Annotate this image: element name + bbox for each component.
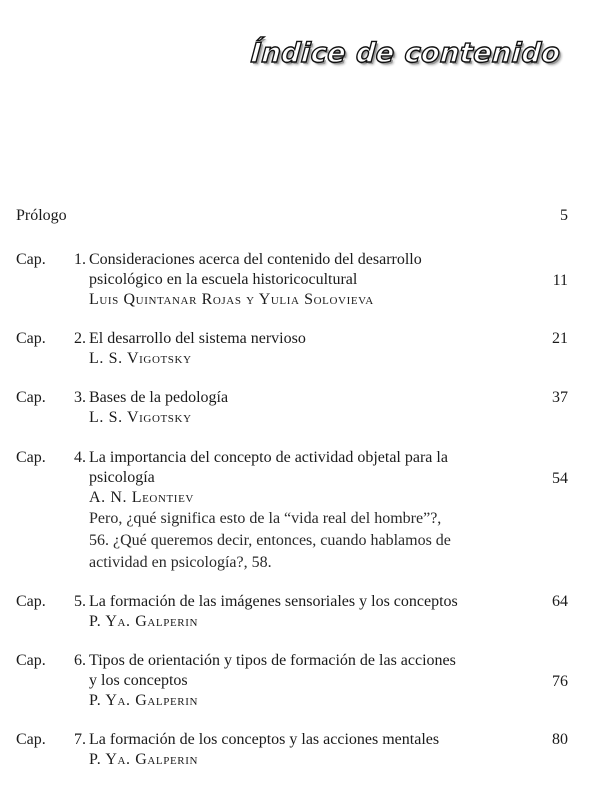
page-number: 5	[560, 207, 568, 224]
page-title: Índice de contenido	[249, 38, 562, 69]
chapter-author: P. Ya. Galperin	[89, 692, 199, 709]
chapter-author: A. N. Leontiev	[89, 489, 194, 506]
page-number: 80	[552, 731, 568, 748]
cap-label: Cap.	[16, 731, 46, 748]
chapter-number: 5.	[74, 593, 86, 610]
chapter-author: L. S. Vigotsky	[89, 409, 192, 426]
chapter-subentry-line: actividad en psicología?, 58.	[89, 554, 272, 571]
chapter-title-line: Consideraciones acerca del contenido del desarrollo	[89, 251, 422, 268]
page-number: 21	[552, 330, 568, 347]
chapter-author: P. Ya. Galperin	[89, 613, 199, 630]
page-number: 54	[552, 470, 568, 487]
chapter-title-line: El desarrollo del sistema nervioso	[89, 330, 306, 347]
chapter-number: 3.	[74, 389, 86, 406]
chapter-title-line: psicológico en la escuela historicocultural	[89, 271, 358, 288]
chapter-number: 7.	[74, 731, 86, 748]
cap-label: Cap.	[16, 449, 46, 466]
chapter-title-line: La formación de los conceptos y las acciones mentales	[89, 731, 440, 748]
chapter-number: 6.	[74, 652, 86, 669]
chapter-title-line: Bases de la pedología	[89, 389, 229, 406]
prologo-label: Prólogo	[16, 207, 67, 224]
chapter-body	[89, 448, 521, 574]
page-number: 76	[552, 673, 568, 690]
chapter-title-line: La formación de las imágenes sensoriales y los conceptos	[89, 593, 458, 610]
chapter-author: L. S. Vigotsky	[89, 350, 192, 367]
page-number: 11	[552, 272, 568, 289]
cap-label: Cap.	[16, 330, 46, 347]
chapter-body	[89, 651, 521, 711]
chapter-title-line: Tipos de orientación y tipos de formación de las acciones	[89, 652, 456, 669]
chapter-body	[89, 388, 521, 428]
chapter-title-line: La importancia del concepto de actividad objetal para la	[89, 449, 448, 466]
chapter-author: P. Ya. Galperin	[89, 751, 199, 768]
page-number: 64	[552, 593, 568, 610]
chapter-body	[89, 250, 521, 310]
chapter-body	[89, 329, 521, 369]
chapter-body	[89, 592, 521, 632]
chapter-title-line: y los conceptos	[89, 672, 188, 689]
chapter-title-line: psicología	[89, 469, 155, 486]
chapter-number: 2.	[74, 330, 86, 347]
cap-label: Cap.	[16, 652, 46, 669]
chapter-body	[89, 730, 521, 770]
page-number: 37	[552, 389, 568, 406]
cap-label: Cap.	[16, 389, 46, 406]
cap-label: Cap.	[16, 251, 46, 268]
chapter-author: Luis Quintanar Rojas y Yulia Solovieva	[89, 291, 374, 308]
chapter-number: 4.	[74, 449, 86, 466]
chapter-subentry-line: 56. ¿Qué queremos decir, entonces, cuando hablamos de	[89, 532, 451, 549]
chapter-subentry-line: Pero, ¿qué significa esto de la “vida real del hombre”?,	[89, 510, 442, 527]
cap-label: Cap.	[16, 593, 46, 610]
chapter-number: 1.	[74, 251, 86, 268]
